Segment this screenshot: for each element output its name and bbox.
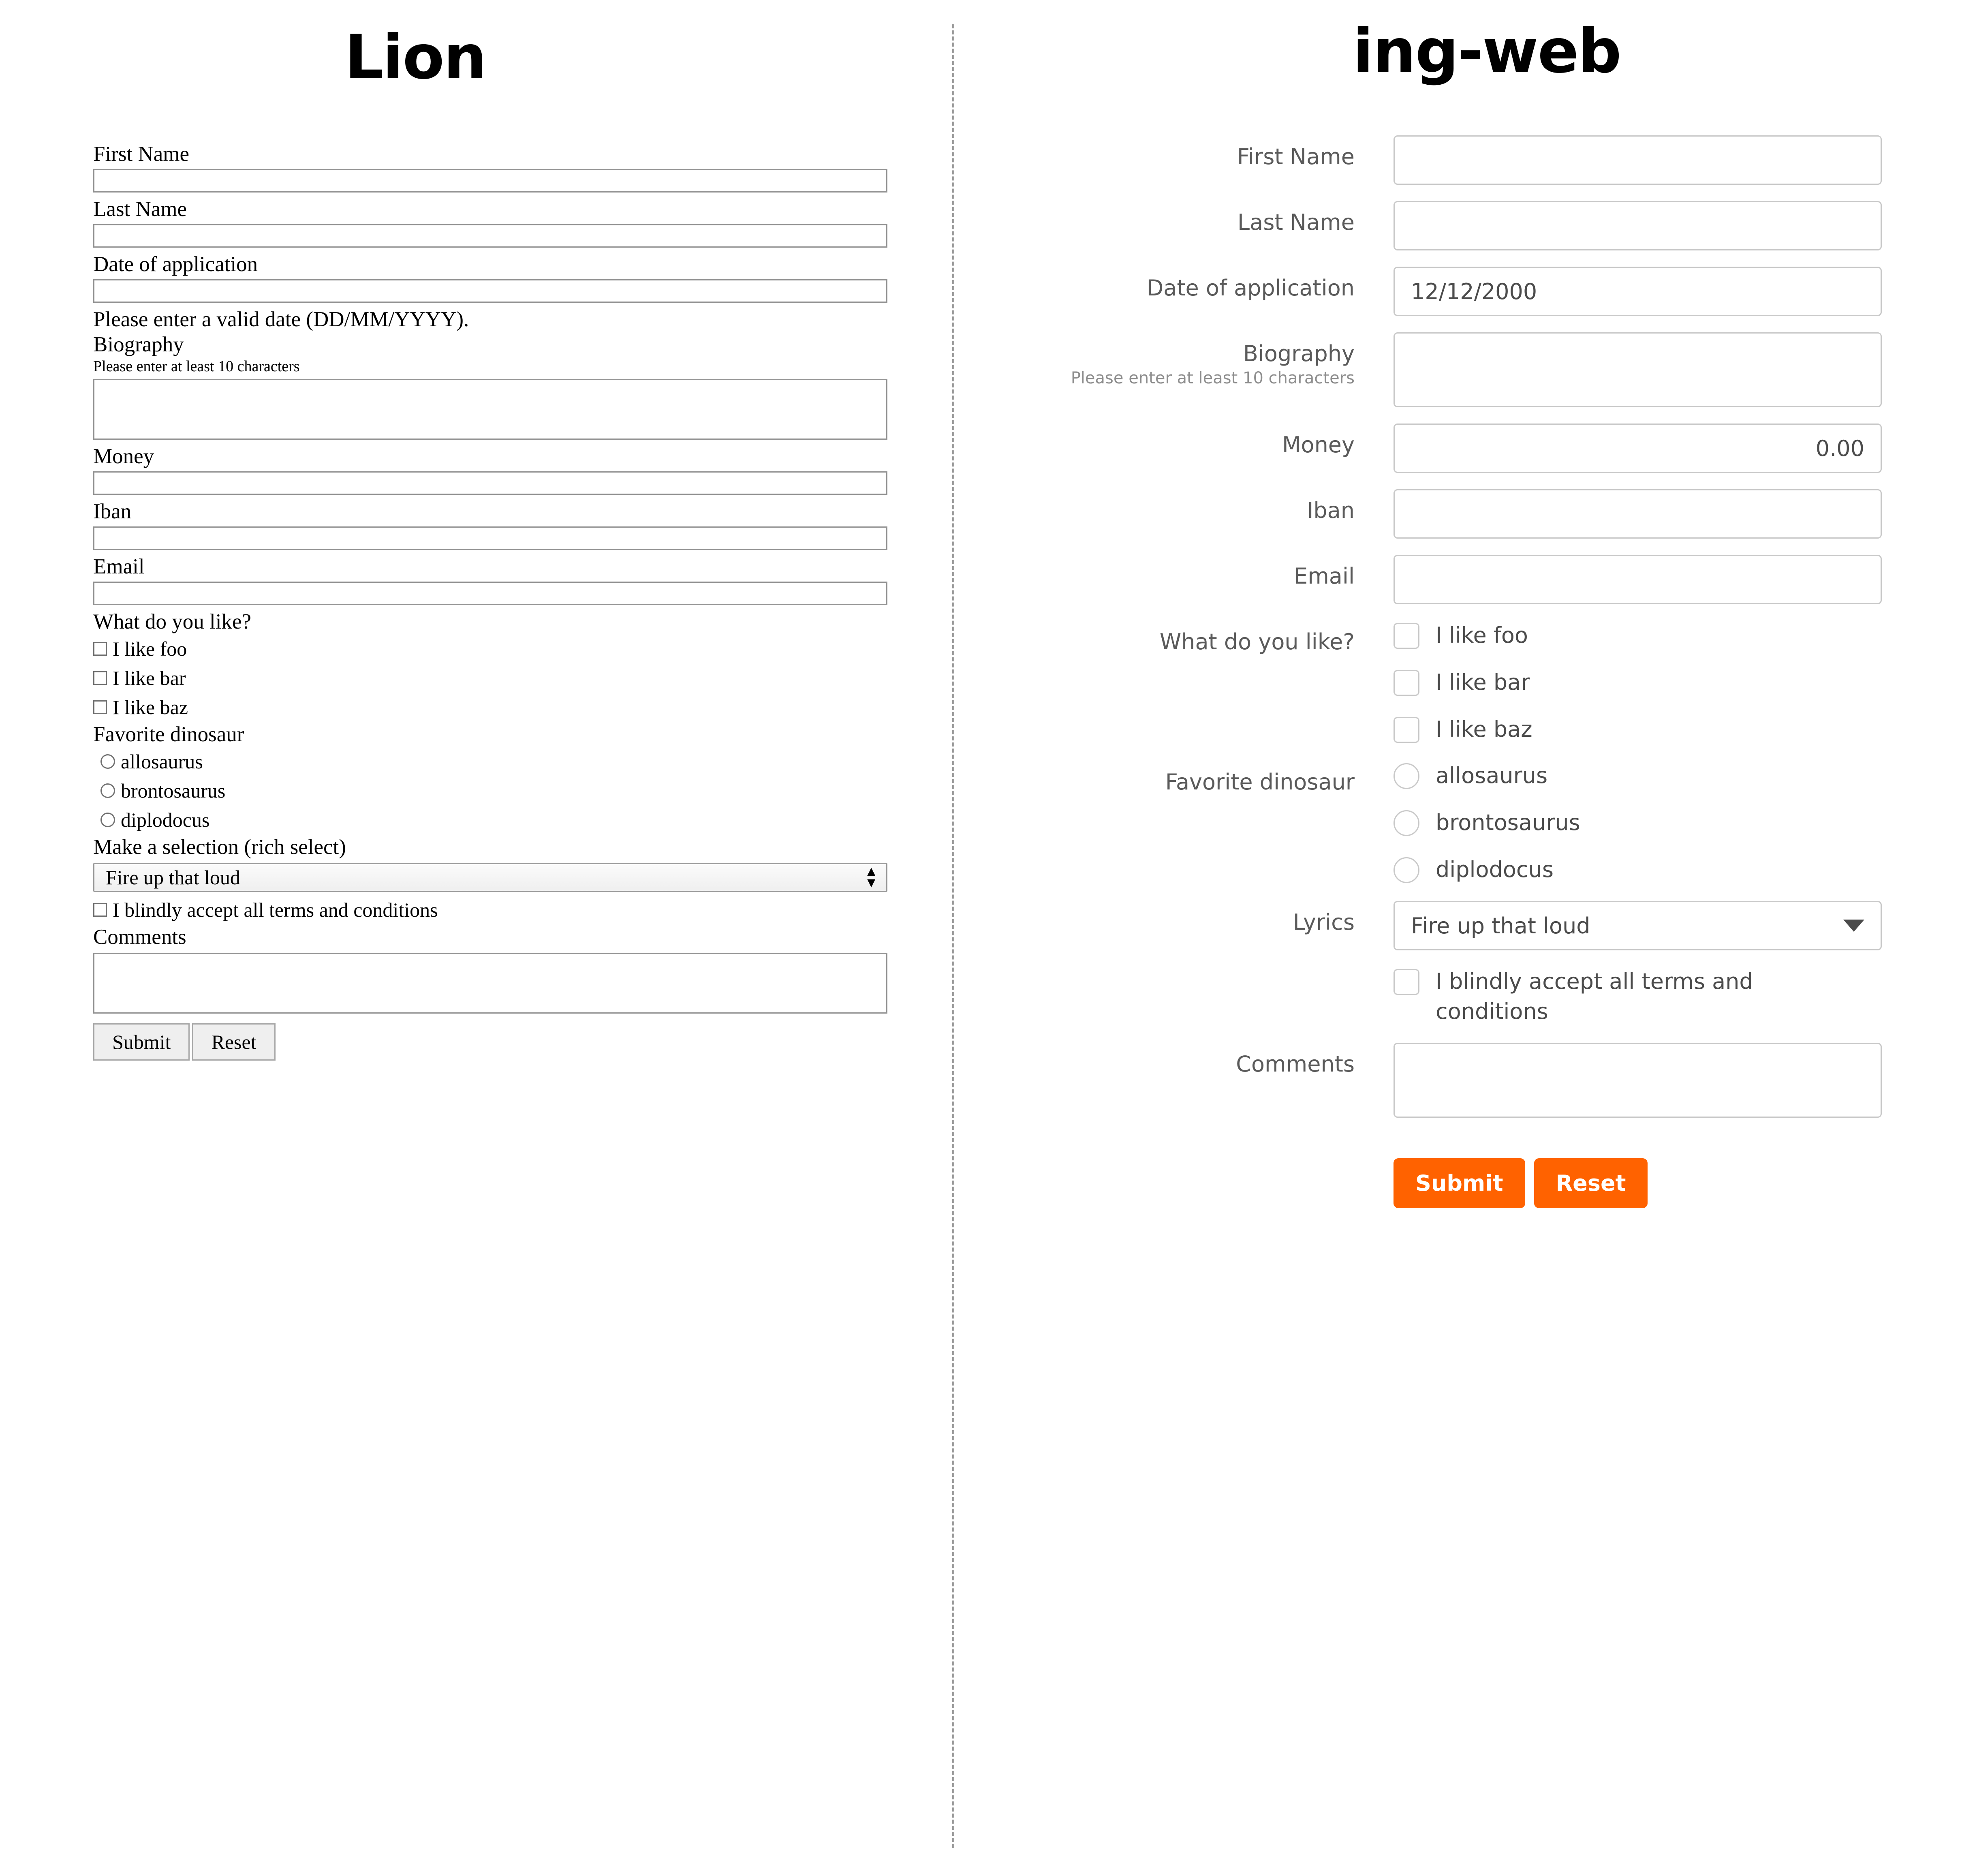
field-row-comments: [956, 1043, 1977, 1118]
chevron-down-icon[interactable]: [1843, 920, 1864, 932]
select-value: Fire up that loud: [1411, 913, 1590, 939]
field-row-favorite-dinosaur: [956, 761, 1977, 885]
checkbox-label-bar: I like bar: [113, 667, 186, 689]
checkbox-icon[interactable]: [93, 903, 107, 917]
field-row-last-name: [956, 201, 1977, 250]
checkbox-icon[interactable]: [93, 700, 107, 714]
radio-icon[interactable]: [100, 813, 115, 827]
label-cell: [956, 1043, 1394, 1077]
input-money[interactable]: [93, 471, 887, 495]
field-cell: [1394, 555, 1977, 604]
field-row-money: [956, 424, 1977, 473]
checkbox-label-bar: I like bar: [1436, 670, 1530, 695]
label-rich-select: Make a selection (rich select): [93, 835, 346, 859]
checkbox-icon[interactable]: [1394, 670, 1419, 696]
divider: [952, 24, 956, 1848]
radio-row-diplodocus[interactable]: [1394, 855, 1928, 885]
radio-icon[interactable]: [1394, 810, 1419, 836]
field-row-first-name: [956, 135, 1977, 185]
radio-row-allosaurus[interactable]: [93, 747, 900, 776]
label-biography: Biography: [1243, 341, 1355, 366]
checkbox-icon[interactable]: [1394, 623, 1419, 649]
radio-label-brontosaurus: brontosaurus: [1436, 810, 1580, 835]
field-cell: [1394, 1134, 1977, 1208]
label-cell: [956, 201, 1394, 235]
input-date-of-application[interactable]: 12/12/2000: [1394, 267, 1882, 316]
radio-icon[interactable]: [100, 783, 115, 798]
right-column: [956, 0, 1977, 1876]
checkbox-row-terms[interactable]: [1394, 967, 1928, 1027]
checkbox-label-foo: I like foo: [1436, 622, 1528, 648]
radio-label-brontosaurus: brontosaurus: [121, 779, 226, 802]
input-iban[interactable]: [93, 526, 887, 550]
left-column: [0, 0, 952, 1876]
checkbox-icon[interactable]: [93, 671, 107, 685]
input-comments[interactable]: [93, 953, 887, 1014]
checkbox-row-foo[interactable]: [1394, 620, 1928, 650]
error-date-of-application: Please enter a valid date (DD/MM/YYYY).: [93, 308, 469, 331]
label-cell: [956, 967, 1394, 975]
label-comments: Comments: [1236, 1051, 1355, 1077]
field-cell: [1394, 1043, 1977, 1118]
field-row-email: [956, 555, 1977, 604]
label-last-name: Last Name: [93, 197, 187, 221]
right-title: ing-web: [1353, 16, 1621, 87]
select-value: Fire up that loud: [106, 866, 240, 889]
label-favorite-dinosaur: Favorite dinosaur: [93, 723, 244, 746]
field-row-lyrics: [956, 901, 1977, 950]
radio-row-brontosaurus[interactable]: [93, 776, 900, 805]
checkbox-row-baz[interactable]: [93, 693, 900, 722]
checkbox-row-baz[interactable]: [1394, 714, 1928, 744]
label-cell: [956, 620, 1394, 655]
label-first-name: First Name: [1237, 144, 1355, 169]
field-cell: [1394, 967, 1977, 1027]
label-cell: [956, 489, 1394, 523]
field-row-date-of-application: [956, 267, 1977, 316]
left-title: Lion: [344, 22, 486, 93]
submit-button[interactable]: Submit: [1394, 1158, 1525, 1208]
radio-icon[interactable]: [1394, 763, 1419, 789]
radio-icon[interactable]: [1394, 857, 1419, 883]
field-cell: [1394, 620, 1977, 744]
field-row-what-do-you-like: [956, 620, 1977, 744]
label-last-name: Last Name: [1237, 210, 1355, 235]
checkbox-label-foo: I like foo: [113, 637, 187, 660]
radio-label-allosaurus: allosaurus: [1436, 763, 1548, 788]
radio-row-brontosaurus[interactable]: [1394, 808, 1928, 838]
radio-row-diplodocus[interactable]: [93, 805, 900, 834]
radio-icon[interactable]: [100, 754, 115, 769]
label-date-of-application: Date of application: [1146, 275, 1355, 301]
field-row-biography: [956, 332, 1977, 407]
checkbox-icon[interactable]: [93, 642, 107, 656]
submit-button[interactable]: Submit: [93, 1023, 190, 1061]
checkbox-label-baz: I like baz: [1436, 717, 1532, 742]
checkbox-row-terms[interactable]: [93, 895, 900, 924]
reset-button[interactable]: Reset: [1534, 1158, 1648, 1208]
label-lyrics: Lyrics: [1293, 909, 1355, 935]
checkbox-row-bar[interactable]: [1394, 667, 1928, 697]
checkbox-row-bar[interactable]: [93, 663, 900, 693]
input-last-name[interactable]: [93, 224, 887, 248]
radio-label-allosaurus: allosaurus: [121, 750, 203, 773]
plain-form: [93, 141, 900, 1061]
label-cell: [956, 1134, 1394, 1143]
label-money: Money: [1282, 432, 1355, 458]
field-cell: [1394, 267, 1977, 316]
input-first-name[interactable]: [93, 169, 887, 193]
spinner-arrows-icon[interactable]: ▲ ▼: [864, 864, 878, 890]
field-row-terms: [956, 967, 1977, 1027]
checkbox-row-foo[interactable]: [93, 634, 900, 663]
label-cell: [956, 901, 1394, 935]
label-what-do-you-like: What do you like?: [93, 610, 252, 633]
input-iban[interactable]: [1394, 489, 1882, 539]
label-comments: Comments: [93, 925, 186, 949]
radio-label-diplodocus: diplodocus: [1436, 857, 1554, 882]
label-cell: [956, 424, 1394, 458]
hint-biography: Please enter at least 10 characters: [93, 358, 300, 375]
input-date-of-application[interactable]: [93, 279, 887, 303]
reset-button[interactable]: Reset: [192, 1023, 275, 1061]
label-cell: [956, 267, 1394, 301]
ing-button-group: [1394, 1158, 1928, 1208]
label-cell: [956, 332, 1394, 390]
input-last-name[interactable]: [1394, 201, 1882, 250]
field-cell: [1394, 135, 1977, 185]
label-email: Email: [93, 555, 145, 578]
input-email[interactable]: [1394, 555, 1882, 604]
input-biography[interactable]: [93, 379, 887, 440]
label-iban: Iban: [1307, 498, 1355, 523]
field-cell: [1394, 901, 1977, 950]
select-lyrics[interactable]: [1394, 901, 1882, 950]
ing-form: [956, 135, 1977, 1208]
label-money: Money: [93, 445, 154, 468]
input-money[interactable]: 0.00: [1394, 424, 1882, 473]
field-cell: [1394, 424, 1977, 473]
label-iban: Iban: [93, 500, 132, 523]
input-comments[interactable]: [1394, 1043, 1882, 1118]
input-email[interactable]: [93, 582, 887, 605]
label-what-do-you-like: What do you like?: [1159, 629, 1355, 655]
field-cell: [1394, 332, 1977, 407]
field-cell: [1394, 761, 1977, 885]
label-cell: [956, 555, 1394, 589]
label-first-name: First Name: [93, 142, 189, 166]
checkbox-icon[interactable]: [1394, 969, 1419, 995]
plain-button-group: [93, 1023, 900, 1061]
label-biography: Biography: [93, 333, 184, 356]
select-rich[interactable]: [93, 863, 887, 892]
label-cell: [956, 761, 1394, 795]
label-email: Email: [1294, 563, 1355, 589]
label-cell: [956, 135, 1394, 169]
label-favorite-dinosaur: Favorite dinosaur: [1165, 769, 1355, 795]
radio-label-diplodocus: diplodocus: [121, 809, 210, 831]
input-biography[interactable]: [1394, 332, 1882, 407]
field-cell: [1394, 489, 1977, 539]
checkbox-label-baz: I like baz: [113, 696, 188, 719]
checkbox-label-terms: I blindly accept all terms and conditions: [1436, 969, 1753, 1024]
checkbox-icon[interactable]: [1394, 717, 1419, 743]
button-row: [956, 1134, 1977, 1208]
label-date-of-application: Date of application: [93, 252, 258, 276]
hint-biography: Please enter at least 10 characters: [1071, 369, 1355, 387]
input-first-name[interactable]: [1394, 135, 1882, 185]
field-row-iban: [956, 489, 1977, 539]
field-cell: [1394, 201, 1977, 250]
radio-row-allosaurus[interactable]: [1394, 761, 1928, 791]
checkbox-label-terms: I blindly accept all terms and conditions: [113, 898, 438, 921]
